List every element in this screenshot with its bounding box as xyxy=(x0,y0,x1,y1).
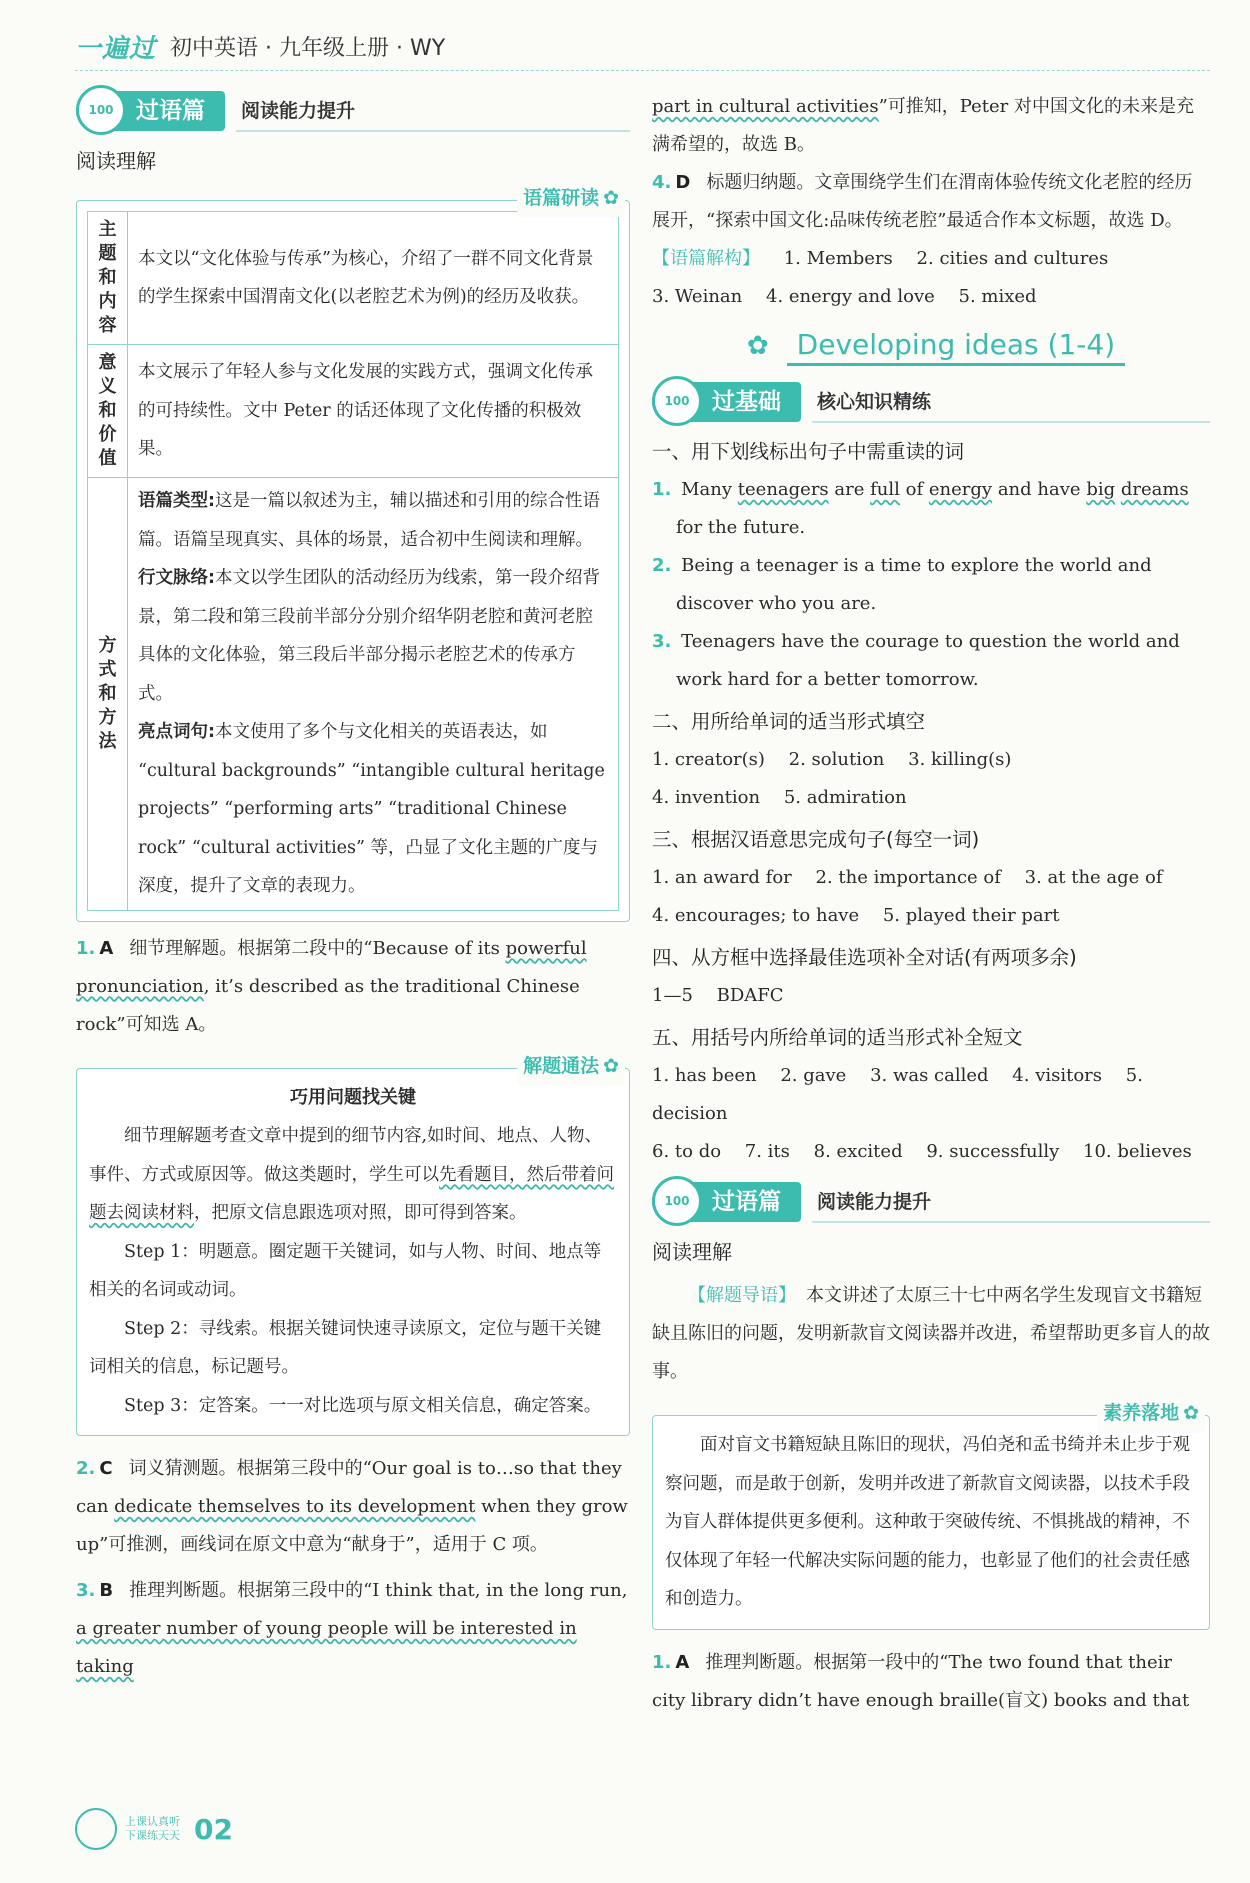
book-title: 初中英语 · 九年级上册 · WY xyxy=(170,35,446,61)
answers-row xyxy=(652,1057,1210,1171)
underlined-text: a greater number of young people will be interested in taking xyxy=(76,1618,577,1677)
banner-pill xyxy=(652,382,801,422)
answer-item xyxy=(76,1572,630,1686)
question-number: 3. xyxy=(652,631,672,652)
word: and xyxy=(997,479,1032,500)
flower-icon: ✿ xyxy=(746,331,769,361)
question-number: 1. xyxy=(652,1651,672,1673)
analysis-answers xyxy=(652,240,1210,316)
explanation: ”可推知，Peter 对中国文化的未来是充满希望的，故选 B。 xyxy=(652,96,1194,155)
mascot-icon: 100 xyxy=(652,376,702,426)
banner-subtitle: 阅读能力提升 xyxy=(817,1191,932,1213)
word: of xyxy=(905,479,924,500)
exercise-title: 四、从方框中选择最佳选项补全对话(有两项多余) xyxy=(652,946,1077,969)
tips-box xyxy=(76,1054,630,1437)
exercise-item xyxy=(652,547,1210,623)
mascot-icon: 100 xyxy=(76,85,126,135)
word: have xyxy=(1037,479,1081,500)
question-number: 2. xyxy=(76,1458,96,1479)
answer-item: 3. was called xyxy=(870,1065,989,1086)
text: 细节理解题考查文章中提到的细节内容,如时间、地点、人物、事件、方式或原因等。做这类题时，学生可以 xyxy=(89,1126,603,1185)
exercise-item xyxy=(652,623,1210,699)
tips-title: 巧用问题找关键 xyxy=(290,1086,416,1108)
explanation: 标题归纳题。文章围绕学生们在渭南体验传统文化老腔的经历展开，“探索中国文化:品味传统老腔”最适合作本文标题，故选 D。 xyxy=(652,172,1193,231)
answer-item: 1. Members xyxy=(783,248,893,269)
section-banner xyxy=(652,379,1210,425)
answer-item: 4. visitors xyxy=(1012,1065,1103,1086)
underlined-text: 先看题目，然后带着问题去阅读材料 xyxy=(89,1164,614,1223)
answer-item: 7. its xyxy=(744,1141,790,1162)
word: are xyxy=(834,479,865,500)
exercise-title: 三、根据汉语意思完成句子(每空一词) xyxy=(652,828,980,851)
banner-pill xyxy=(652,1182,801,1222)
word: Many xyxy=(681,479,733,500)
answer-item: 5. mixed xyxy=(958,286,1037,307)
answer-item: 5. decision xyxy=(652,1065,1143,1124)
reading-heading: 阅读理解 xyxy=(76,149,156,173)
answer-letter: D xyxy=(675,172,691,193)
banner-title: 过语篇 xyxy=(712,1189,781,1215)
footer-slogan xyxy=(125,1815,180,1843)
answer-continuation xyxy=(652,88,1210,164)
answer-item: 8. excited xyxy=(813,1141,903,1162)
row-label: 意义和价值 xyxy=(88,345,128,478)
mascot-icon xyxy=(75,1808,117,1850)
answer-item: 1. an award for xyxy=(652,867,792,888)
answer-item xyxy=(76,1450,630,1564)
header-divider xyxy=(75,70,1210,71)
answer-item xyxy=(76,930,630,1044)
section-banner xyxy=(652,1179,1210,1225)
word: the xyxy=(707,517,738,538)
explanation: 细节理解题。根据第二段中的“Because of its xyxy=(129,937,506,959)
paragraph: 这是一篇以叙述为主，辅以描述和引用的综合性语篇。语篇呈现真实、具体的场景，适合初中生阅读和理解。 xyxy=(138,491,600,550)
banner-subtitle: 核心知识精练 xyxy=(817,391,932,413)
row-text: 本文展示了年轻人参与文化发展的实践方式，强调文化传承的可持续性。文中 Peter 的话还体现了文化传播的积极效果。 xyxy=(128,345,619,478)
study-tag: 语篇研读 ✿ xyxy=(517,179,625,217)
explanation: , it’s described as the traditional Chinese rock”可知选 A。 xyxy=(76,975,580,1035)
page-header xyxy=(75,28,445,64)
question-number: 3. xyxy=(76,1580,96,1601)
guide-paragraph xyxy=(652,1277,1210,1391)
section-title xyxy=(652,326,1210,365)
answer-item: 1. has been xyxy=(652,1065,757,1086)
section-title-text: Developing ideas (1-4) xyxy=(787,328,1125,366)
paragraph: 本文以学生团队的活动经历为线索，第一段介绍背景，第二段和第三段前半部分分别介绍华阴老腔和黄河老腔具体的文化体验，第三段后半部分揭示老腔艺术的传承方式。 xyxy=(138,568,600,704)
question-number: 1. xyxy=(76,937,96,959)
tips-paragraph xyxy=(89,1117,617,1233)
literacy-box xyxy=(652,1402,1210,1630)
banner-title: 过基础 xyxy=(712,389,781,415)
exercise-title: 五、用括号内所给单词的适当形式补全短文 xyxy=(652,1026,1023,1049)
explanation: when they grow up”可推测，画线词在原文中意为“献身于”，适用于 C 项。 xyxy=(76,1496,628,1555)
answers-row xyxy=(652,977,1210,1015)
banner-rail xyxy=(812,421,1210,423)
tips-step: Step 1：明题意。圈定题干关键词，如与人物、时间、地点等相关的名词或动词。 xyxy=(89,1241,602,1300)
answer-item: 4. invention xyxy=(652,787,761,808)
exercise-title: 一、用下划线标出句子中需重读的词 xyxy=(652,440,965,463)
word: future. xyxy=(743,517,806,538)
keyword: 行文脉络: xyxy=(138,568,215,588)
banner-rail xyxy=(236,130,630,132)
answer-item: 3. at the age of xyxy=(1024,867,1163,888)
banner-subtitle: 阅读能力提升 xyxy=(241,100,356,122)
answer-item: 6. to do xyxy=(652,1141,722,1162)
study-table xyxy=(87,211,619,911)
row-text: 本文以“文化体验与传承”为核心，介绍了一群不同文化背景的学生探索中国渭南文化(以老腔艺术为例)的经历及收获。 xyxy=(128,212,619,345)
answer-letter: A xyxy=(99,937,114,959)
answer-item: 2. gave xyxy=(780,1065,847,1086)
stressed-word: big xyxy=(1086,479,1116,500)
explanation: 推理判断题。根据第一段中的“The two found that their city library didn’t have enough braille(盲文) books and that xyxy=(652,1651,1190,1711)
table-row xyxy=(88,345,619,478)
literacy-tag: 素养落地 ✿ xyxy=(1097,1394,1205,1433)
row-label: 方式和方法 xyxy=(88,478,128,911)
explanation: 词义猜测题。根据第三段中的“Our goal is to…so that they can xyxy=(76,1458,622,1517)
table-row xyxy=(88,212,619,345)
keyword: 亮点词句: xyxy=(138,722,215,742)
brand-logo: 一遍过 xyxy=(75,33,157,64)
banner-title: 过语篇 xyxy=(136,98,205,124)
answers-row xyxy=(652,741,1210,817)
answer-letter: B xyxy=(99,1580,114,1601)
keyword: 语篇类型: xyxy=(138,491,215,511)
page-number: 02 xyxy=(194,1812,233,1846)
banner-rail xyxy=(812,1221,1210,1223)
left-column xyxy=(76,88,630,1686)
row-text xyxy=(128,478,619,911)
answer-item: 2. cities and cultures xyxy=(916,248,1109,269)
question-number: 4. xyxy=(652,172,672,193)
answer-item: 4. energy and love xyxy=(766,286,935,307)
answers-row xyxy=(652,859,1210,935)
sentence: Teenagers have the courage to question the world and work hard for a better tomorrow. xyxy=(676,631,1180,690)
stressed-word: full xyxy=(870,479,900,500)
stressed-word: energy xyxy=(928,479,993,500)
answer-item xyxy=(652,1644,1210,1720)
slogan-line: 下课练天天 xyxy=(125,1829,180,1842)
page-footer xyxy=(75,1808,233,1850)
answer-range: 1—5 xyxy=(652,985,693,1006)
explanation: 推理判断题。根据第三段中的“I think that, in the long run, xyxy=(129,1580,628,1601)
underlined-text: powerful pronunciation xyxy=(76,937,587,997)
tips-step: Step 2：寻线索。根据关键词快速寻读原文，定位与题干关键词相关的信息，标记题号。 xyxy=(89,1318,602,1377)
tips-tag: 解题通法 ✿ xyxy=(517,1047,625,1086)
stressed-word: dreams xyxy=(1120,479,1189,500)
answer-item: 5. admiration xyxy=(783,787,907,808)
answer-item: 3. killing(s) xyxy=(908,749,1012,770)
answer-item: 2. the importance of xyxy=(815,867,1001,888)
answer-item: 1. creator(s) xyxy=(652,749,765,770)
underlined-text: dedicate themselves to its development xyxy=(114,1496,476,1517)
answer-item xyxy=(652,164,1210,240)
answer-item: 2. solution xyxy=(788,749,885,770)
analysis-tag: 【语篇解构】 xyxy=(652,248,760,269)
reading-heading: 阅读理解 xyxy=(652,1240,732,1264)
study-box xyxy=(76,187,630,922)
paragraph: 本文使用了多个与文化相关的英语表达，如 “cultural backgrounds” “intangible cultural heritage projects” “performing arts” “traditional Chinese rock” “cultural activities” 等，凸显了文化主题的广度与深度，提升了文章的表现力。 xyxy=(138,722,605,896)
underlined-text: part in cultural activities xyxy=(652,96,879,117)
table-row xyxy=(88,478,619,911)
answer-item: 10. believes xyxy=(1083,1141,1192,1162)
answer-item: BDAFC xyxy=(716,985,784,1006)
answer-item: 3. Weinan xyxy=(652,286,743,307)
answer-item: 4. encourages; to have xyxy=(652,905,860,926)
row-label: 主题和内容 xyxy=(88,212,128,345)
answer-item: 5. played their part xyxy=(882,905,1060,926)
banner-pill xyxy=(76,91,225,131)
right-column xyxy=(652,88,1210,1720)
tips-step: Step 3：定答案。一一对比选项与原文相关信息，确定答案。 xyxy=(124,1395,602,1416)
answer-letter: C xyxy=(99,1458,113,1479)
sentence: Being a teenager is a time to explore the world and discover who you are. xyxy=(676,555,1152,614)
guide-text: 本文讲述了太原三十七中两名学生发现盲文书籍短缺且陈旧的问题，发明新款盲文阅读器并改进，希望帮助更多盲人的故事。 xyxy=(652,1285,1210,1382)
question-number: 2. xyxy=(652,555,672,576)
word: for xyxy=(676,517,703,538)
mascot-icon: 100 xyxy=(652,1176,702,1226)
question-number: 1. xyxy=(652,479,672,500)
literacy-text: 面对盲文书籍短缺且陈旧的现状，冯伯尧和孟书绮并未止步于观察问题，而是敢于创新，发明并改进了新款盲文阅读器，以技术手段为盲人群体提供更多便利。这种敢于突破传统、不惧挑战的精神，不仅体现了年轻一代解决实际问题的能力，也彰显了他们的社会责任感和创造力。 xyxy=(665,1435,1190,1609)
stressed-word: teenagers xyxy=(737,479,829,500)
answer-letter: A xyxy=(675,1651,690,1673)
answer-item: 9. successfully xyxy=(926,1141,1060,1162)
section-banner xyxy=(76,88,630,134)
exercise-item xyxy=(652,471,1210,547)
text: ，把原文信息跟选项对照，即可得到答案。 xyxy=(194,1203,527,1223)
guide-tag: 【解题导语】 xyxy=(688,1285,796,1306)
slogan-line: 上课认真听 xyxy=(125,1815,180,1828)
exercise-title: 二、用所给单词的适当形式填空 xyxy=(652,710,926,733)
